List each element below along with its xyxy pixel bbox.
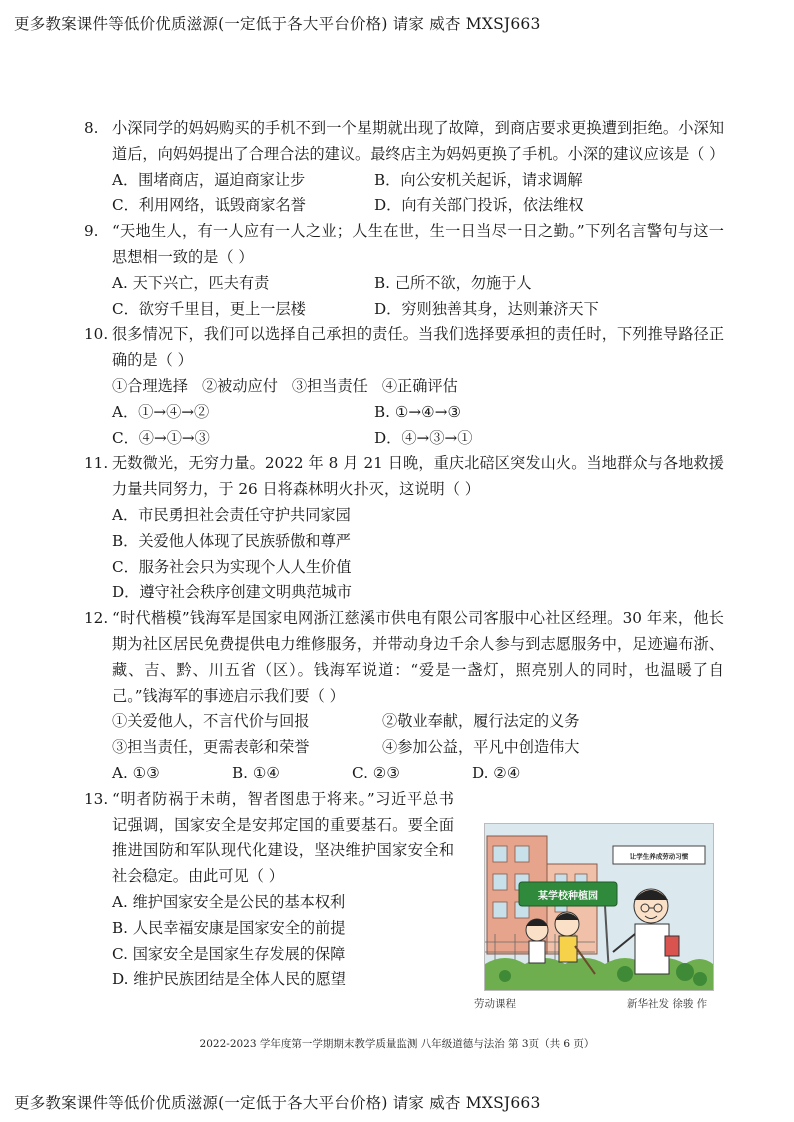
option-c[interactable]: C. ②③ <box>352 763 400 782</box>
statement-1: ①关爱他人，不言代价与回报 <box>112 712 310 731</box>
statement-4: ④参加公益，平凡中创造伟大 <box>382 738 580 757</box>
options <box>84 271 724 323</box>
cartoon-illustration <box>484 823 714 991</box>
option-c[interactable]: C．利用网络，诋毁商家名誉 <box>112 196 306 215</box>
option-b[interactable]: B. ①④ <box>232 763 281 782</box>
question-stem: 很多情况下，我们可以选择自己承担的责任。当我们选择要承担的责任时，下列推导路径正确的是（ ） <box>112 325 724 370</box>
green-sign-text: 某学校种植园 <box>538 891 598 902</box>
option-b[interactable]: B. 己所不欲，勿施于人 <box>374 273 532 292</box>
statement-2: ②敬业奉献，履行法定的义务 <box>382 712 580 731</box>
mark-1: ①合理选择 <box>112 376 188 395</box>
option-d[interactable]: D．向有关部门投诉，依法维权 <box>374 196 584 215</box>
cartoon-drawing <box>485 824 713 990</box>
question-number: 9. <box>84 222 99 241</box>
option-a[interactable]: A. ①③ <box>112 763 160 782</box>
question-stem: 小深同学的妈妈购买的手机不到一个星期就出现了故障，到商店要求更换遭到拒绝。小深知道后，向妈妈提出了合理合法的建议。最终店主为妈妈更换了手机。小深的建议应该是（ ） <box>112 119 725 163</box>
top-banner: 更多教案课件等低价优质滋源(一定低于各大平台价格) 请家 威杏 MXSJ663 <box>14 15 541 33</box>
statement-3: ③担当责任，更需表彰和荣誉 <box>112 738 310 757</box>
question-stem: “明者防祸于未萌，智者图患于将来。”习近平总书记强调，国家安全是安邦定国的重要基石。要全面推进国防和军队现代化建设，坚决维护国家安全和社会稳定。由此可见（ ） <box>112 789 454 886</box>
option-c[interactable]: C．服务社会只为实现个人人生价值 <box>112 557 352 576</box>
question-number: 11. <box>84 454 109 473</box>
option-d[interactable]: D. ②④ <box>472 763 521 782</box>
option-d[interactable]: D. 维护民族团结是全体人民的愿望 <box>112 970 346 989</box>
choice-marks <box>112 374 724 400</box>
option-c[interactable]: C. 国家安全是国家生存发展的保障 <box>112 944 346 963</box>
option-b[interactable]: B. ①→④→③ <box>374 402 462 421</box>
mark-3: ③担当责任 <box>291 376 368 395</box>
options <box>84 890 454 993</box>
page-footer: 2022-2023 学年度第一学期期末教学质量监测 八年级道德与法治 第 3页（共 6 页） <box>199 1038 595 1050</box>
figure-caption-left: 劳动课程 <box>474 998 516 1010</box>
option-d[interactable]: D．④→③→① <box>374 428 473 447</box>
question-12 <box>84 606 724 787</box>
option-a[interactable]: A．市民勇担社会责任守护共同家园 <box>112 505 351 524</box>
option-c[interactable]: C．④→①→③ <box>112 428 210 447</box>
question-11 <box>84 451 724 606</box>
question-number: 12. <box>84 609 109 628</box>
figure-caption-right: 新华社发 徐骏 作 <box>627 998 708 1010</box>
question-stem: “时代楷模”钱海军是国家电网浙江慈溪市供电有限公司客服中心社区经理。30 年来，他长期为社区居民免费提供电力维修服务，并带动身边千余人参与到志愿服务中，足迹遍布浙、藏、吉、黔、川五省（区）。钱海军说道：“爱是一盏灯，照亮别人的同时，也温暖了自己。”钱海军的事迹启示我们要（ ） <box>112 609 724 705</box>
small-sign-text: 让学生养成劳动习惯 <box>629 852 689 861</box>
option-b[interactable]: B．向公安机关起诉，请求调解 <box>374 170 583 189</box>
question-stem: 无数微光，无穷力量。2022 年 8 月 21 日晚，重庆北碚区突发山火。当地群众与各地救援力量共同努力，于 26 日将森林明火扑灭，这说明（ ） <box>112 454 724 499</box>
options <box>84 709 724 786</box>
question-number: 13. <box>84 789 109 808</box>
mark-2: ②被动应付 <box>201 376 278 395</box>
question-number: 10. <box>84 325 109 344</box>
option-d[interactable]: D．遵守社会秩序创建文明典范城市 <box>112 583 352 602</box>
options <box>84 374 724 451</box>
mark-4: ④正确评估 <box>381 376 458 395</box>
question-9 <box>84 219 724 322</box>
option-a[interactable]: A．围堵商店，逼迫商家让步 <box>112 170 306 189</box>
option-a[interactable]: A．①→④→② <box>112 402 210 421</box>
options <box>84 168 724 220</box>
question-8 <box>84 116 724 219</box>
bottom-banner: 更多教案课件等低价优质滋源(一定低于各大平台价格) 请家 威杏 MXSJ663 <box>14 1094 541 1112</box>
option-d[interactable]: D．穷则独善其身，达则兼济天下 <box>374 299 599 318</box>
option-c[interactable]: C．欲穷千里目，更上一层楼 <box>112 299 306 318</box>
option-a[interactable]: A. 维护国家安全是公民的基本权利 <box>112 892 346 911</box>
option-a[interactable]: A. 天下兴亡，匹夫有责 <box>112 273 270 292</box>
options <box>84 503 724 606</box>
question-number: 8. <box>84 119 99 137</box>
option-b[interactable]: B. 人民幸福安康是国家安全的前提 <box>112 918 346 937</box>
question-10 <box>84 322 724 451</box>
option-b[interactable]: B．关爱他人体现了民族骄傲和尊严 <box>112 531 351 550</box>
question-stem: “天地生人，有一人应有一人之业；人生在世，生一日当尽一日之勤。”下列名言警句与这一思想相一致的是（ ） <box>112 222 724 266</box>
